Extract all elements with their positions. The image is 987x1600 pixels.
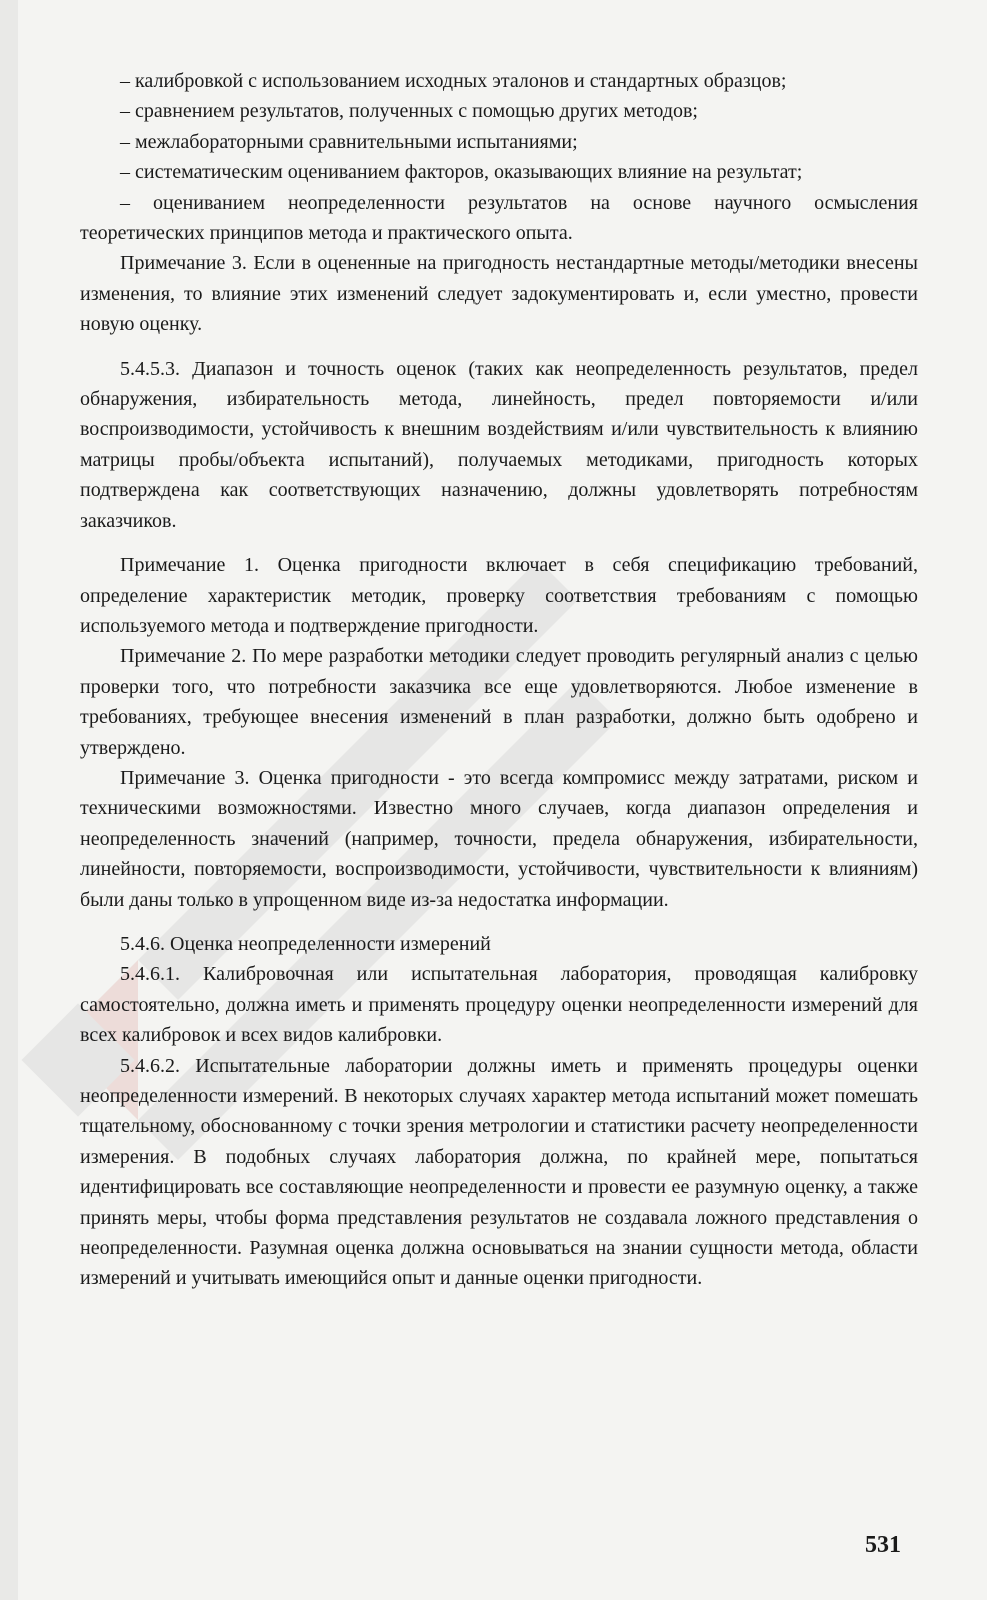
section-5-4-6-1: 5.4.6.1. Калибровочная или испытательная лаборатория, проводящая калибровку самостоятельно, должна иметь и применять процедуру оценки неопределенности измерений для всех калибровок и всех видов калибровки.: [80, 963, 918, 1047]
list-item-method-comparison: – сравнением результатов, полученных с помощью других методов;: [120, 100, 698, 123]
list-item-interlab-tests: – межлабораторными сравнительными испытаниями;: [120, 130, 578, 153]
section-5-4-5-3: 5.4.5.3. Диапазон и точность оценок (таких как неопределенность результатов, предел обнаружения, избирательность метода, линейность, предел повторяемости и/или воспроизводимости, устойчивость к внешним воздействиям и/или чувствительность к влиянию матрицы пробы/объекта испытаний), получаемых методиками, пригодность которых подтверждена как соответствующих назначению, должны удовлетворять потребностям заказчиков.: [80, 357, 918, 532]
page-number: 531: [865, 1532, 901, 1558]
book-page: [18, 0, 987, 1600]
list-item-calibration: – калибровкой с использованием исходных эталонов и стандартных образцов;: [120, 70, 787, 92]
section-heading-5-4-6: 5.4.6. Оценка неопределенности измерений: [120, 932, 491, 955]
note-3-compromise: Примечание 3. Оценка пригодности - это всегда компромисс между затратами, риском и техническими возможностями. Известно много случаев, когда диапазон определения и неопределенность значений (например, точности, предела обнаружения, избирательности, линейности, повторяемости, воспроизводимости, устойчивости, чувствительности к влияниям) были даны только в упрощенном виде из-за недостатка информации.: [80, 766, 918, 911]
list-item-uncertainty-assessment: – оцениванием неопределенности результатов на основе научного осмысления теоретических принципов метода и практического опыта.: [80, 191, 918, 245]
section-5-4-6-2: 5.4.6.2. Испытательные лаборатории должны иметь и применять процедуры оценки неопределенности измерений. В некоторых случаях характер метода испытаний может помешать тщательному, обоснованному с точки зрения метрологии и статистики расчету неопределенности измерения. В подобных случаях лаборатория должна, по крайней мере, попытаться идентифицировать все составляющие неопределенности и провести ее разумную оценку, а также принять меры, чтобы форма представления результатов не создавала ложного представления о неопределенности. Разумная оценка должна основываться на знании сущности метода, области измерений и учитывать имеющийся опыт и данные оценки пригодности.: [80, 1054, 918, 1290]
note-2-development: Примечание 2. По мере разработки методики следует проводить регулярный анализ с целью проверки того, что потребности заказчика все еще удовлетворяются. Любое изменение в требованиях, требующее внесения изменений в план разработки, должно быть одобрено и утверждено.: [80, 645, 918, 759]
note-1-validation: Примечание 1. Оценка пригодности включает в себя спецификацию требований, определение характеристик методик, проверку соответствия требованиям с помощью используемого метода и подтверждение пригодности.: [80, 554, 918, 637]
body-text: [80, 66, 918, 1294]
list-item-factor-assessment: – систематическим оцениванием факторов, оказывающих влияние на результат;: [120, 161, 803, 184]
note-3-nonstandard-methods: Примечание 3. Если в оцененные на пригодность нестандартные методы/методики внесены изменения, то влияние этих изменений следует задокументировать и, если уместно, провести новую оценку.: [80, 252, 918, 336]
